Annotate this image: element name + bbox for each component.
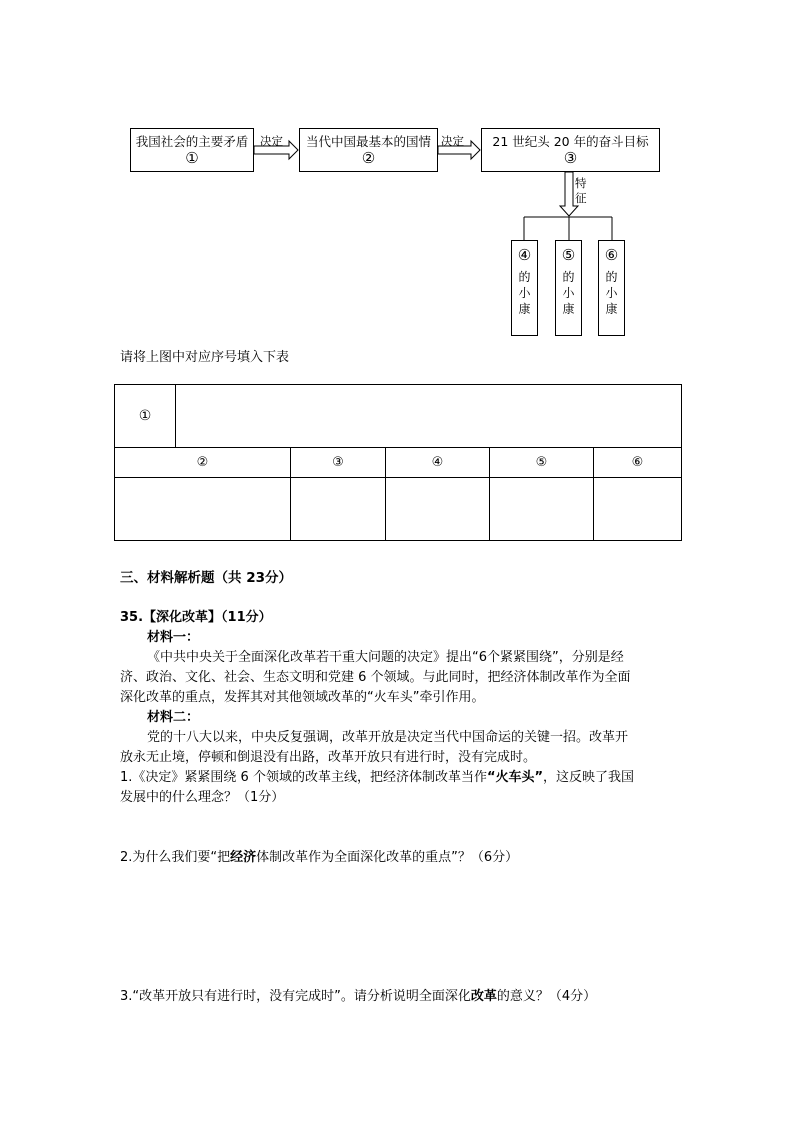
- table-answer-cell-5[interactable]: [490, 478, 593, 540]
- arrow-label-feature-1: 特: [575, 176, 587, 190]
- subbox-char: 康: [605, 302, 618, 316]
- material-2-line: 放永无止境，停顿和倒退没有出路，改革开放只有进行时，没有完成时。: [120, 750, 537, 765]
- diagram-arrows: [0, 0, 794, 360]
- question-1-line-2: 发展中的什么理念？（1分）: [120, 790, 285, 805]
- box-label: 当代中国最基本的国情: [305, 134, 431, 149]
- material-2-line: 党的十八大以来，中央反复强调，改革开放是决定当代中国命运的关键一招。改革开: [147, 730, 629, 745]
- box-number: ①: [185, 149, 199, 167]
- box-number: ③: [563, 149, 578, 167]
- material-1-line: 深化改革的重点，发挥其对其他领域改革的“火车头”牵引作用。: [120, 690, 485, 705]
- subbox-char: 小: [605, 286, 618, 300]
- diagram-subbox-5: [555, 240, 582, 336]
- right-arrow-2: [438, 141, 480, 159]
- question-3-text: 3.“改革开放只有进行时，没有完成时”。请分析说明全面深化: [120, 989, 471, 1004]
- arrow-label-decides-1: 决定: [260, 134, 283, 148]
- table-header-6: ⑥: [631, 455, 644, 470]
- diagram-subbox-4: [511, 240, 538, 336]
- subbox-char: 康: [518, 302, 531, 316]
- section-title: 三、材料解析题（共 23分）: [120, 570, 292, 586]
- fill-table-instruction: 请将上图中对应序号填入下表: [120, 350, 290, 365]
- subbox-number: ⑥: [604, 246, 619, 264]
- arrow-label-decides-2: 决定: [441, 134, 464, 148]
- question-1-text: 1.《决定》紧紧围绕 6 个领域的改革主线，把经济体制改革当作: [120, 770, 487, 785]
- subbox-char: 的: [518, 270, 531, 284]
- table-header-5: ⑤: [535, 455, 548, 470]
- table-answer-cell-2[interactable]: [115, 478, 290, 540]
- question-3-bold-text: 改革: [470, 989, 497, 1004]
- subbox-char: 小: [518, 286, 531, 300]
- table-border-bottom: [114, 540, 682, 541]
- table-header-3: ③: [332, 455, 344, 470]
- subbox-number: ④: [517, 246, 532, 264]
- question-1-text: ，这反映了我国: [543, 770, 635, 785]
- table-answer-cell-4[interactable]: [386, 478, 489, 540]
- subbox-number: ⑤: [561, 246, 576, 264]
- table-border-right: [681, 384, 682, 541]
- table-answer-cell-3[interactable]: [291, 478, 385, 540]
- box-label: 21 世纪头 20 年的奋斗目标: [492, 134, 649, 149]
- bracket-lines: [524, 217, 612, 240]
- question-35-title: 35.【深化改革】（11分）: [120, 610, 272, 625]
- arrow-label-feature-2: 征: [575, 191, 587, 205]
- subbox-char: 小: [562, 286, 575, 300]
- diagram-subbox-6: [598, 240, 625, 336]
- table-answer-cell-6[interactable]: [594, 478, 681, 540]
- question-2-bold-text: 经济: [230, 850, 257, 865]
- question-1: [120, 768, 634, 789]
- material-1-line: 济、政治、文化、社会、生态文明和党建 6 个领域。与此同时，把经济体制改革作为全面: [120, 670, 631, 685]
- subbox-char: 的: [562, 270, 575, 284]
- table-answer-cell-1[interactable]: [176, 385, 681, 447]
- box-number: ②: [361, 149, 376, 167]
- right-arrow-1: [254, 141, 298, 159]
- table-header-4: ④: [431, 455, 444, 470]
- subbox-char: 康: [562, 302, 575, 316]
- down-arrow: [560, 172, 578, 216]
- box-label: 我国社会的主要矛盾: [135, 134, 249, 149]
- question-3: [120, 987, 596, 1008]
- table-cell-label-1: ①: [138, 408, 152, 424]
- material-2-label: 材料二：: [147, 710, 200, 725]
- table-header-2: ②: [196, 455, 209, 470]
- material-1-line: 《中共中央关于全面深化改革若干重大问题的决定》提出“6个紧紧围绕”，分别是经: [147, 650, 624, 665]
- question-2-text: 2.为什么我们要“把: [120, 850, 231, 865]
- question-2-text: 体制改革作为全面深化改革的重点”？（6分）: [256, 850, 519, 865]
- question-3-text: 的意义？（4分）: [496, 989, 597, 1004]
- question-1-bold-text: “火车头”: [486, 770, 544, 785]
- subbox-char: 的: [605, 270, 618, 284]
- material-1-label: 材料一：: [147, 630, 200, 645]
- question-2: [120, 848, 518, 869]
